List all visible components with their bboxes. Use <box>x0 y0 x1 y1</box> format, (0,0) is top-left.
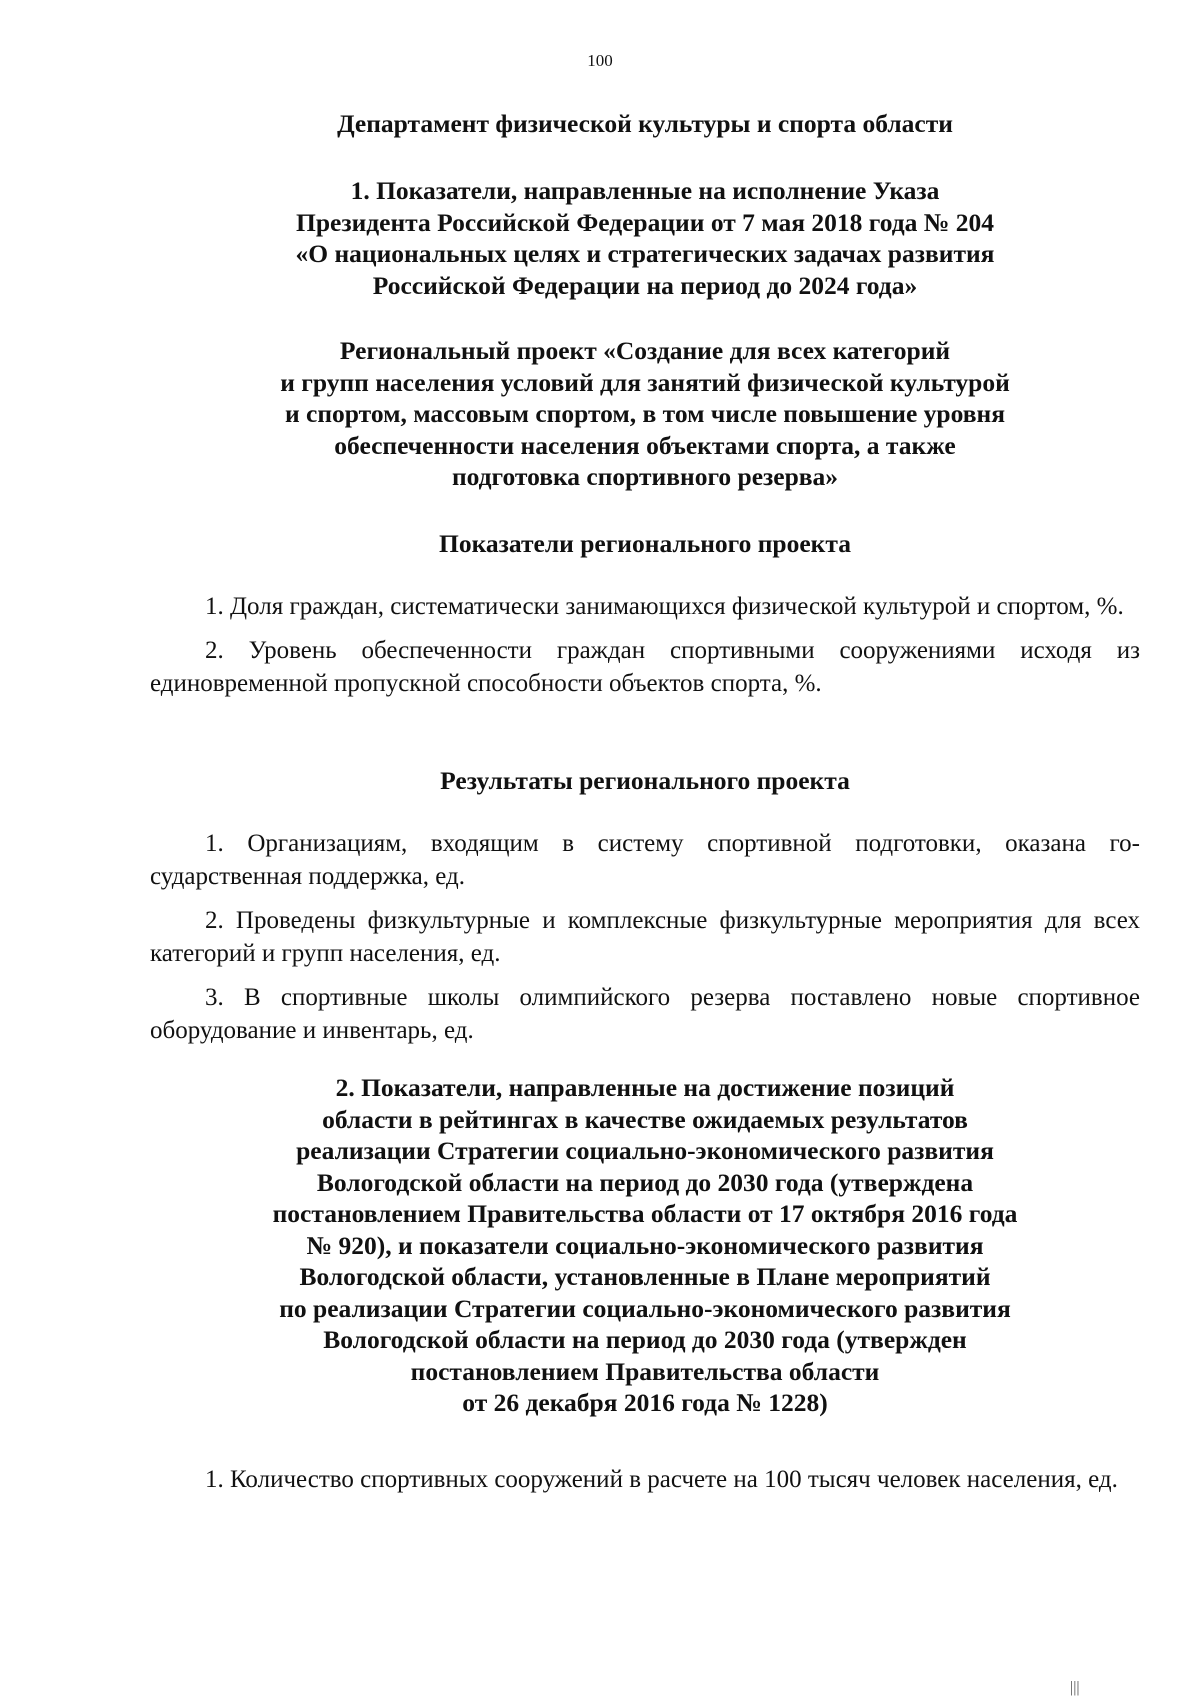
section2-title-line: Вологодской области на период до 2030 года (утверждена <box>316 1167 974 1197</box>
indicator-item: 1. Доля граждан, систематически занимающихся физической культурой и спортом, %. <box>205 593 1124 620</box>
section1-title-line: Президента Российской Федерации от 7 мая 2018 года № 204 <box>295 207 994 237</box>
section2-title-line: Вологодской области, установленные в Плане мероприятий <box>299 1262 991 1291</box>
regional-project-title-line: обеспеченности населения объектами спорта, а также <box>334 430 956 460</box>
section1-title-line: Российской Федерации на период до 2024 года» <box>372 270 918 300</box>
section2-title-block <box>150 1072 1140 1419</box>
section2-title-line: реализации Стратегии социально-экономического развития <box>296 1136 994 1165</box>
indicator-item: 2. Уровень обеспеченности граждан спортивными сооружениями исходя из единовременной пропускной способности объектов спорта, %. <box>150 637 1140 697</box>
regional-project-title-line: и спортом, массовым спортом, в том числе повышение уровня <box>284 399 1005 428</box>
regional-project-title-line: Региональный проект «Создание для всех категорий <box>339 336 951 365</box>
result-item: 3. В спортивные школы олимпийского резерва поставлено новые спортивное оборудование и инвентарь, ед. <box>150 984 1140 1044</box>
section1-title-line: 1. Показатели, направленные на исполнение Указа <box>350 176 940 205</box>
results-list <box>150 827 1140 1047</box>
section2-title-line: 2. Показатели, направленные на достижение позиций <box>335 1073 955 1102</box>
section2-title-line: Вологодской области на период до 2030 года (утвержден <box>323 1325 967 1354</box>
indicators-list <box>150 590 1140 700</box>
indicators-heading: Показатели регионального проекта <box>439 529 851 558</box>
regional-project-title-line: и групп населения условий для занятий физической культурой <box>280 367 1010 397</box>
section2-items <box>150 1463 1140 1496</box>
section1-title <box>150 175 1140 301</box>
section2-title-line: № 920), и показатели социально-экономического развития <box>306 1230 984 1260</box>
indicators-heading-block <box>150 528 1140 560</box>
section1-title-block <box>150 175 1140 301</box>
results-heading-block <box>150 765 1140 797</box>
scan-mark: ||| <box>1070 1679 1080 1696</box>
department-title: Департамент физической культуры и спорта области <box>337 109 953 138</box>
results-heading: Результаты регионального проекта <box>440 766 850 795</box>
page-number: 100 <box>587 51 613 70</box>
regional-project-title <box>150 335 1140 493</box>
section2-title-line: постановлением Правительства области от 17 октября 2016 года <box>272 1199 1018 1228</box>
regional-project-title-block <box>150 335 1140 493</box>
regional-project-title-line: подготовка спортивного резерва» <box>451 462 839 491</box>
section2-title <box>150 1072 1140 1419</box>
result-item: 2. Проведены физкультурные и комплексные физкультурные мероприятия для всех категорий и групп населения, ед. <box>150 907 1140 967</box>
section2-title-line: постановлением Правительства области <box>410 1356 880 1386</box>
section2-title-line: от 26 декабря 2016 года № 1228) <box>462 1388 828 1417</box>
department-title-block <box>150 108 1140 140</box>
result-item: 1. Организациям, входящим в систему спортивной подготовки, оказана государственная поддержка, ед. <box>150 830 1140 890</box>
section2-title-line: по реализации Стратегии социально-экономического развития <box>279 1293 1011 1323</box>
section2-item: 1. Количество спортивных сооружений в расчете на 100 тысяч человек населения, ед. <box>205 1466 1118 1493</box>
section2-title-line: области в рейтингах в качестве ожидаемых результатов <box>322 1104 968 1134</box>
section1-title-line: «О национальных целях и стратегических задачах развития <box>295 239 995 268</box>
